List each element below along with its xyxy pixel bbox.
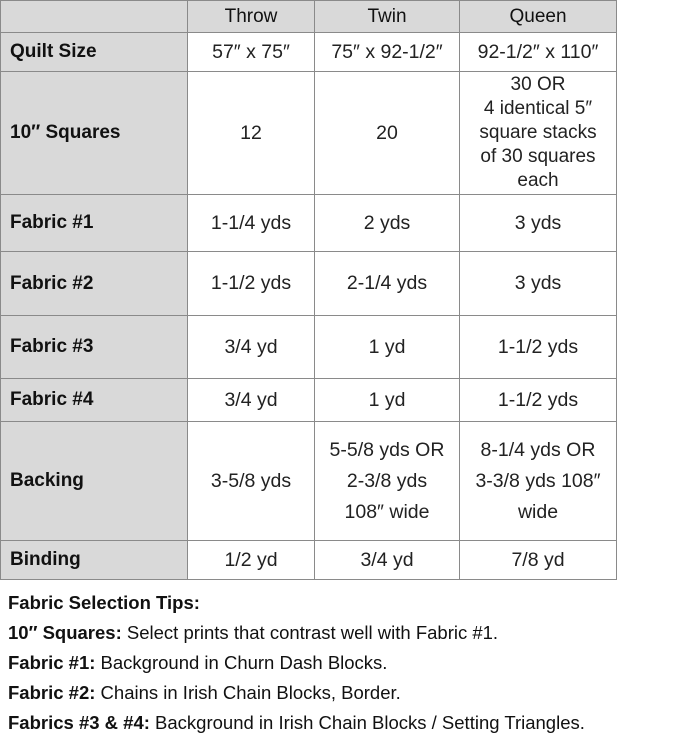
- row-label-binding: Binding: [0, 540, 188, 580]
- cell-backing-twin: [314, 421, 460, 541]
- column-header-twin: Twin: [314, 0, 460, 33]
- row-label-fabric-3: Fabric #3: [0, 315, 188, 379]
- cell-text-line: of 30 squares: [480, 146, 596, 167]
- cell-10-squares-queen: [459, 71, 617, 195]
- cell-text-line: 2-3/8 yds: [346, 469, 428, 492]
- column-header-queen: Queen: [459, 0, 617, 33]
- row-label-backing: Backing: [0, 421, 188, 541]
- cell-text-line: 30 OR: [510, 74, 566, 95]
- cell-text-line: square stacks: [479, 122, 597, 143]
- cell-fabric-4-throw: 3/4 yd: [187, 378, 315, 422]
- table-corner: [0, 0, 188, 33]
- cell-fabric-1-twin: 2 yds: [314, 194, 460, 252]
- cell-fabric-4-queen: 1-1/2 yds: [459, 378, 617, 422]
- row-label-fabric-1: Fabric #1: [0, 194, 188, 252]
- cell-10-squares-throw: 12: [187, 71, 315, 195]
- tip-fabric-3-4: Fabrics #3 & #4: Background in Irish Chain Blocks / Setting Triangles.: [8, 712, 585, 733]
- cell-backing-queen: [459, 421, 617, 541]
- cell-backing-throw: 3-5/8 yds: [187, 421, 315, 541]
- cell-binding-twin: 3/4 yd: [314, 540, 460, 580]
- cell-binding-throw: 1/2 yd: [187, 540, 315, 580]
- cell-text-line: each: [517, 170, 559, 191]
- cell-text: [475, 435, 600, 528]
- cell-fabric-1-throw: 1-1/4 yds: [187, 194, 315, 252]
- cell-text-line: 3-3/8 yds 108″: [475, 469, 601, 492]
- cell-text: [479, 73, 596, 193]
- cell-fabric-3-throw: 3/4 yd: [187, 315, 315, 379]
- cell-fabric-2-throw: 1-1/2 yds: [187, 251, 315, 316]
- row-label-quilt-size: Quilt Size: [0, 32, 188, 72]
- cell-fabric-1-queen: 3 yds: [459, 194, 617, 252]
- cell-fabric-4-twin: 1 yd: [314, 378, 460, 422]
- cell-binding-queen: 7/8 yd: [459, 540, 617, 580]
- cell-fabric-2-twin: 2-1/4 yds: [314, 251, 460, 316]
- cell-text-line: 4 identical 5″: [483, 98, 593, 119]
- cell-quilt-size-queen: 92-1/2″ x 110″: [459, 32, 617, 72]
- cell-fabric-3-queen: 1-1/2 yds: [459, 315, 617, 379]
- row-label-10-squares: 10″ Squares: [0, 71, 188, 195]
- tip-fabric-2: Fabric #2: Chains in Irish Chain Blocks, Border.: [8, 682, 401, 703]
- cell-text-line: 108″ wide: [344, 500, 430, 523]
- row-label-fabric-2: Fabric #2: [0, 251, 188, 316]
- cell-10-squares-twin: 20: [314, 71, 460, 195]
- tip-fabric-1: Fabric #1: Background in Churn Dash Blocks.: [8, 652, 388, 673]
- tips-heading: Fabric Selection Tips:: [8, 592, 200, 613]
- cell-fabric-2-queen: 3 yds: [459, 251, 617, 316]
- row-label-fabric-4: Fabric #4: [0, 378, 188, 422]
- fabric-selection-tips: [8, 588, 684, 738]
- column-header-throw: Throw: [187, 0, 315, 33]
- cell-text-line: 8-1/4 yds OR: [480, 438, 596, 461]
- cell-text-line: 5-5/8 yds OR: [329, 438, 445, 461]
- tip-10-squares: 10″ Squares: Select prints that contrast well with Fabric #1.: [8, 622, 499, 643]
- cell-text: [330, 435, 445, 528]
- cell-quilt-size-throw: 57″ x 75″: [187, 32, 315, 72]
- cell-quilt-size-twin: 75″ x 92-1/2″: [314, 32, 460, 72]
- cell-text-line: wide: [517, 500, 559, 523]
- cell-fabric-3-twin: 1 yd: [314, 315, 460, 379]
